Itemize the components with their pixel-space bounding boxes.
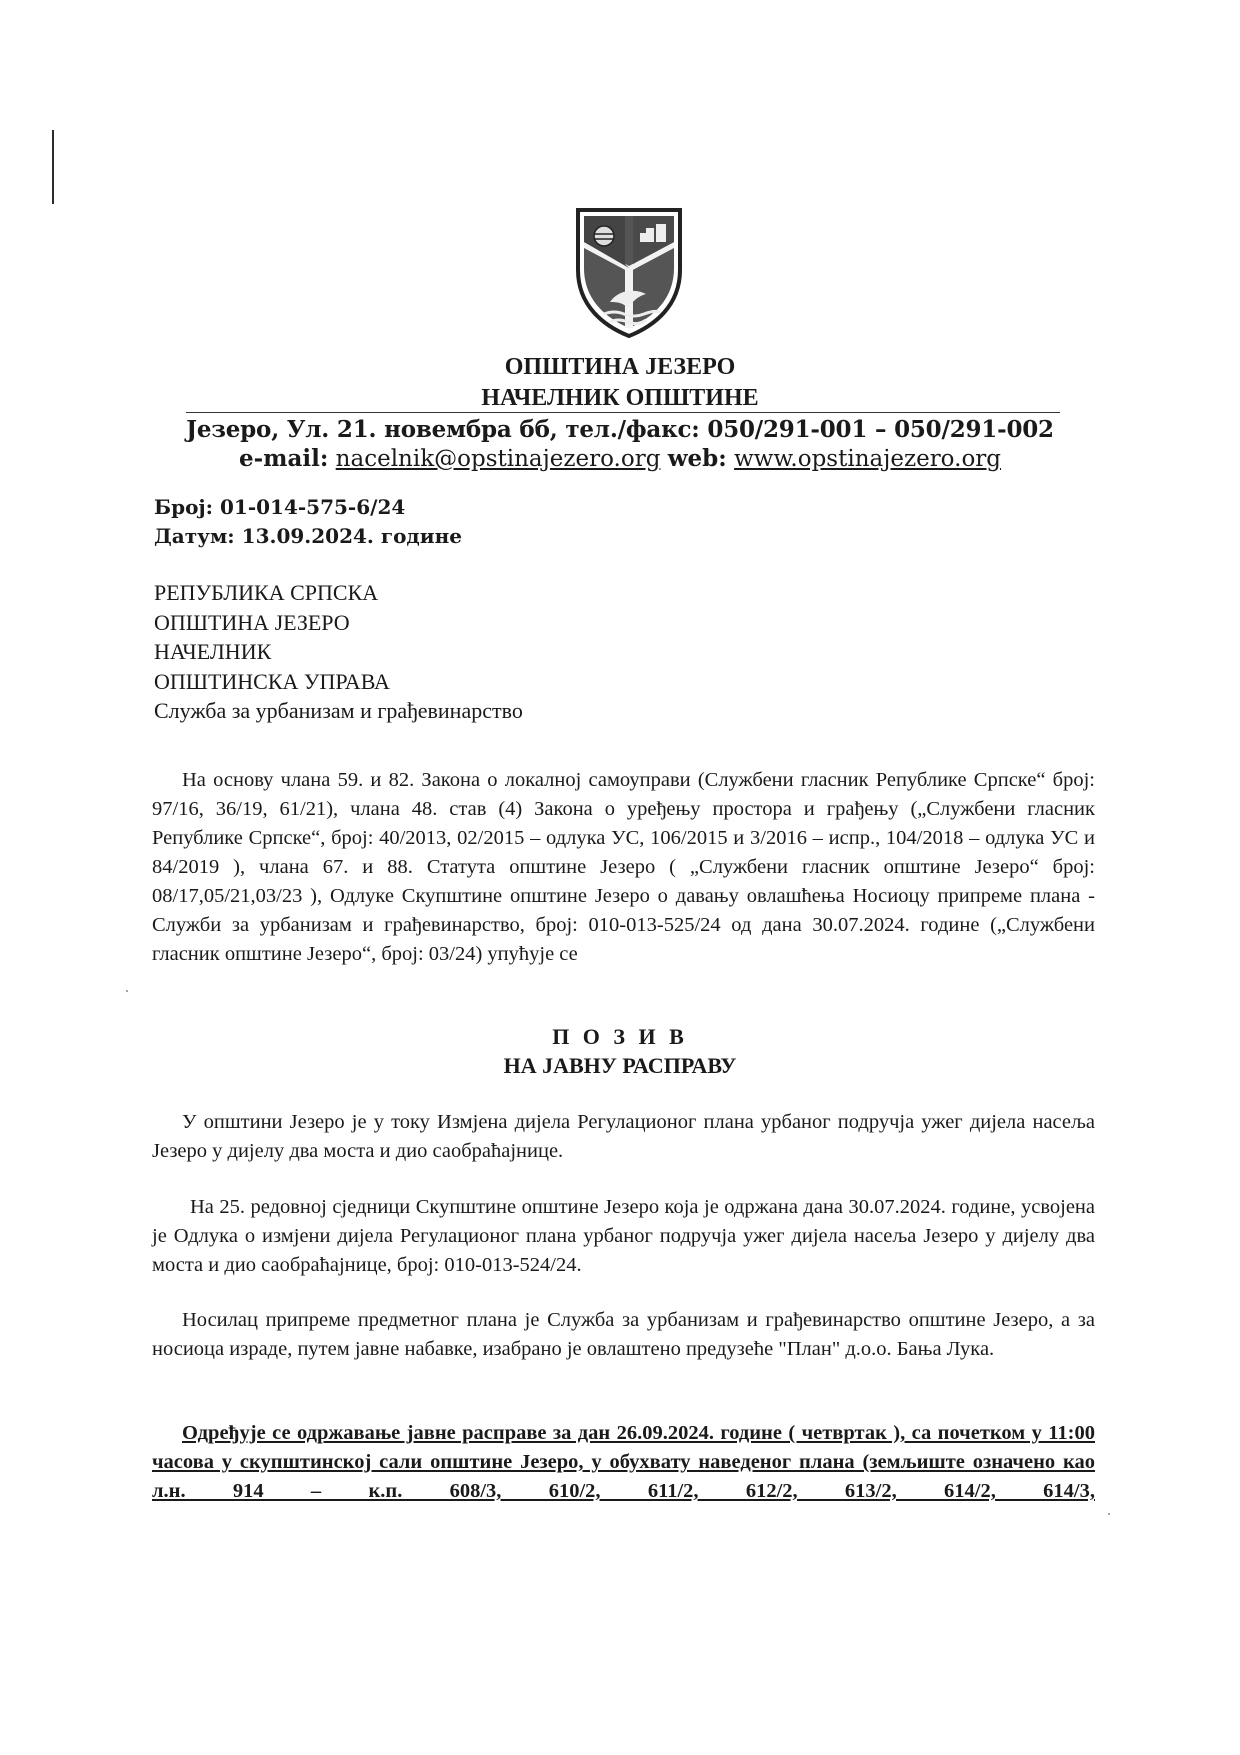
paragraph-plan-in-progress <box>152 1108 1095 1166</box>
document-number: Број: 01-014-575-6/24 <box>154 495 406 519</box>
document-title: П О З И В <box>552 1024 688 1049</box>
municipality-coat-of-arms <box>574 206 684 338</box>
document-date: Датум: 13.09.2024. године <box>154 524 462 548</box>
office-name: НАЧЕЛНИК ОПШТИНЕ <box>481 385 759 411</box>
paragraph-plan-holder <box>152 1306 1095 1364</box>
recipient-line: ОПШТИНА ЈЕЗЕРО <box>154 609 350 635</box>
paragraph-text: Одређује се одржавање јавне расправе за дан 26.09.2024. године ( четвртак ), са почетком у 11:00 часова у скупштинској сали општине Језеро, у обухвату наведеног плана (земљиште означено као л.н. 914 – к.п. 608/3, 610/2, 611/2, 612/2, 613/2, 614/2, 614/3, <box>152 1422 1095 1502</box>
email-link[interactable]: nacelnik@opstinajezero.org <box>335 446 661 472</box>
address-line: Језеро, Ул. 21. новембра бб, тел./факс: 050/291-001 – 050/291-002 <box>186 416 1054 443</box>
paragraph-assembly-decision <box>152 1193 1095 1280</box>
recipient-line: НАЧЕЛНИК <box>154 639 272 664</box>
municipality-name: ОПШТИНА ЈЕЗЕРО <box>504 354 736 380</box>
scan-speck <box>1108 1513 1110 1515</box>
recipient-line: Служба за урбанизам и грађевинарство <box>154 698 523 723</box>
scan-margin-mark <box>52 130 54 204</box>
paragraph-text: На 25. редовној сједници Скупштине општине Језеро која је одржана дана 30.07.2024. године, усвојена је Одлука о измјени дијела Регулационог плана урбаног подручја ужег дијела насеља Језеро у дијелу два моста и дио саобраћајнице, број: 010-013-524/24. <box>152 1196 1095 1276</box>
paragraph-text: Носилац припреме предметног плана је Служба за урбанизам и грађевинарство општине Језеро, а за носиоца израде, путем јавне набавке, изабрано је овлаштено предузеће "План" д.о.о. Бања Лука. <box>152 1309 1095 1360</box>
legal-preamble-text: На основу члана 59. и 82. Закона о локалној самоуправи (Службени гласник Републике Српске“ број: 97/16, 36/19, 61/21), члана 48. став (4) Закона о уређењу простора и грађењу („Службени гласник Републике Српске“, број: 40/2013, 02/2015 – одлука УС, 106/2015 и 3/2016 – испр., 104/2018 – одлука УС и 84/2019 ), члана 67. и 88. Статута општине Језеро ( „Службени гласник општине Језеро“ број: 08/17,05/21,03/23 ), Одлуке Скупштине општине Језеро о давању овлашћења Носиоцу припреме плана - Служби за урбанизам и грађевинарство, број: 010-013-525/24 од дана 30.07.2024. године („Службени гласник општине Језеро“, број: 03/24) упућује се <box>152 769 1095 965</box>
recipients-block <box>154 578 523 726</box>
web-label: web: <box>667 445 727 472</box>
document-subtitle: НА ЈАВНУ РАСПРАВУ <box>503 1053 737 1078</box>
web-link[interactable]: www.opstinajezero.org <box>734 446 1002 472</box>
header-divider <box>186 412 1060 413</box>
recipient-line: ОПШТИНСКА УПРАВА <box>154 668 390 694</box>
legal-preamble <box>152 766 1095 969</box>
paragraph-text: У општини Језеро је у току Измјена дијела Регулационог плана урбаног подручја ужег дијела насеља Језеро у дијелу два моста и дио саобраћајнице. <box>152 1111 1095 1162</box>
paragraph-hearing-announcement <box>152 1419 1095 1506</box>
email-label: e-mail: <box>238 445 329 472</box>
scan-speck <box>126 990 128 992</box>
contact-line <box>140 445 1100 472</box>
recipient-line: РЕПУБЛИКА СРПСКА <box>154 580 379 605</box>
